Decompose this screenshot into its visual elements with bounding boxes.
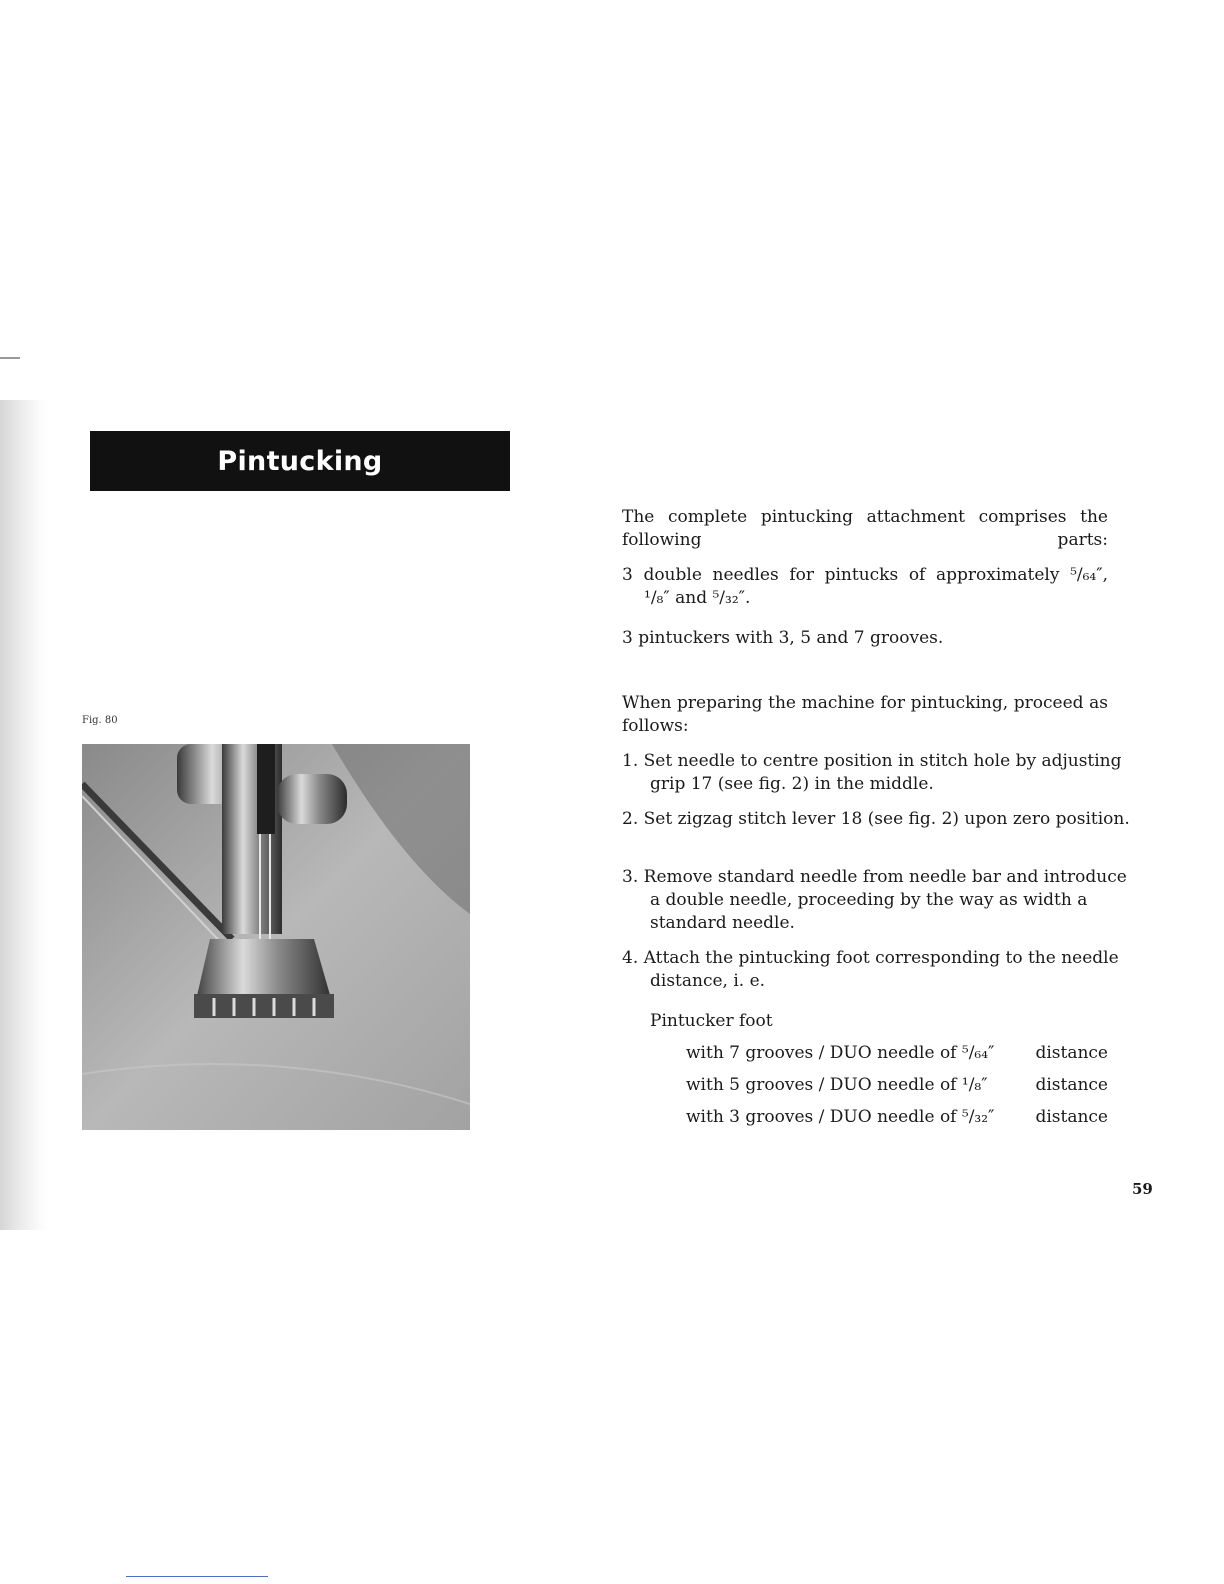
step-number: 1. (622, 751, 639, 771)
pintuckers-text: 3 pintuckers with 3, 5 and 7 grooves. (622, 628, 944, 648)
step-text: Attach the pintucking foot corresponding to the needle distance, i. e. (643, 948, 1119, 991)
step-number: 3. (622, 867, 639, 887)
step-2 (622, 808, 1136, 831)
intro-text: The complete pintucking attachment comprises the following parts: (622, 507, 1108, 550)
pintucker-row (686, 1043, 1108, 1063)
step-text: Set needle to centre position in stitch hole by adjusting grip 17 (see fig. 2) in the middle. (643, 751, 1122, 794)
page-title: Pintucking (90, 431, 510, 491)
pintucker-grooves: with 3 grooves / DUO needle of ⁵/₃₂″ (686, 1107, 995, 1127)
step-number: 2. (622, 809, 639, 829)
pintucker-distance: distance (1035, 1043, 1108, 1063)
needles-line-1: 3 double needles for pintucks of approximately ⁵/₆₄″, (622, 565, 1108, 585)
preparation-text: When preparing the machine for pintucking, proceed as follows: (622, 693, 1108, 736)
step-text: Remove standard needle from needle bar and introduce a double needle, proceeding by the way as width a standard needle. (643, 867, 1127, 933)
footer-rule (126, 1576, 268, 1577)
margin-mark (0, 357, 20, 359)
preparation-intro (622, 692, 1108, 738)
pintucker-distance: distance (1035, 1075, 1108, 1095)
intro-paragraph (622, 506, 1108, 552)
page-spine-shadow (0, 400, 48, 1230)
pintucker-row (686, 1107, 1108, 1127)
parts-needles (622, 564, 1108, 610)
pintucker-distance: distance (1035, 1107, 1108, 1127)
needles-line-2: ¹/₈″ and ⁵/₃₂″. (644, 588, 751, 608)
pintucker-foot-label: Pintucker foot (650, 1011, 773, 1031)
figure-label: Fig. 80 (82, 715, 118, 726)
figure-photo-pintucker-foot (82, 744, 470, 1130)
page-number: 59 (1132, 1180, 1153, 1198)
pintucker-row (686, 1075, 1108, 1095)
step-4 (622, 947, 1136, 993)
step-text: Set zigzag stitch lever 18 (see fig. 2) upon zero position. (643, 809, 1130, 829)
step-number: 4. (622, 948, 639, 968)
parts-pintuckers (622, 627, 1108, 650)
pintucker-grooves: with 5 grooves / DUO needle of ¹/₈″ (686, 1075, 988, 1095)
pintucker-grooves: with 7 grooves / DUO needle of ⁵/₆₄″ (686, 1043, 995, 1063)
step-3 (622, 866, 1136, 935)
step-1 (622, 750, 1136, 796)
